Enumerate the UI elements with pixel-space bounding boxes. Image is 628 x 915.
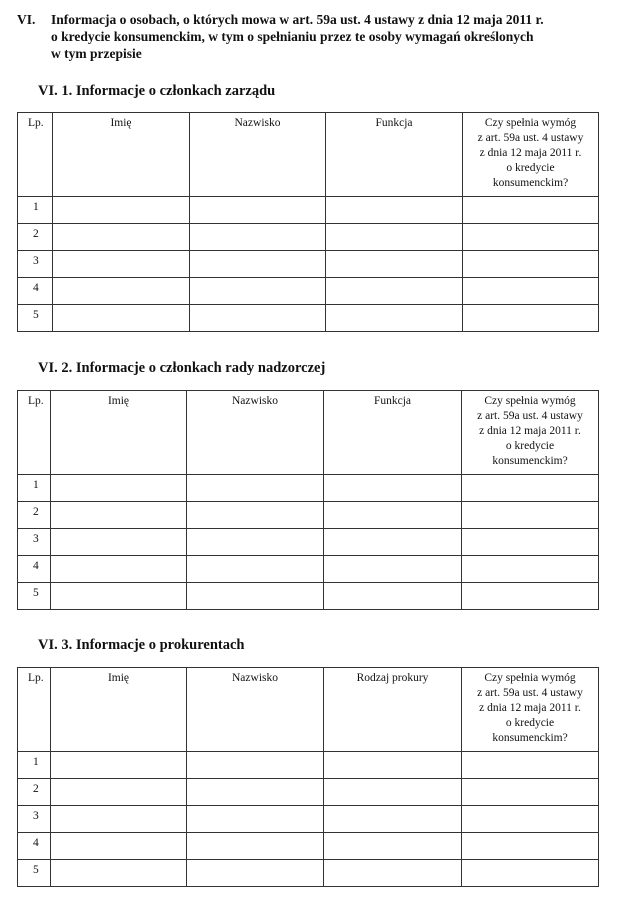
cell-last-name[interactable] xyxy=(190,305,326,332)
section-title-board: VI. 1. Informacje o członkach zarządu xyxy=(38,83,276,99)
col-lp: Lp. xyxy=(18,391,51,475)
row-number: 5 xyxy=(18,305,53,332)
col-requirement: Czy spełnia wymóg z art. 59a ust. 4 ustawy z dnia 12 maja 2011 r. o kredycie konsumenckim? xyxy=(463,113,599,197)
col-last-name: Nazwisko xyxy=(190,113,326,197)
cell-function[interactable] xyxy=(326,305,463,332)
cell-first-name[interactable] xyxy=(53,305,190,332)
table-row xyxy=(18,529,599,556)
col-lp: Lp. xyxy=(18,113,53,197)
cell-first-name[interactable] xyxy=(51,583,187,610)
cell-function[interactable] xyxy=(324,556,462,583)
cell-last-name[interactable] xyxy=(187,529,324,556)
cell-requirement[interactable] xyxy=(462,475,599,502)
section-title-proxies: VI. 3. Informacje o prokurentach xyxy=(38,637,245,653)
row-number: 2 xyxy=(18,224,53,251)
cell-first-name[interactable] xyxy=(51,529,187,556)
col-proxy-type: Rodzaj prokury xyxy=(324,668,462,752)
table-row xyxy=(18,752,599,779)
cell-proxy-type[interactable] xyxy=(324,833,462,860)
table-row xyxy=(18,806,599,833)
cell-requirement[interactable] xyxy=(462,502,599,529)
col-first-name: Imię xyxy=(53,113,190,197)
cell-requirement[interactable] xyxy=(462,806,599,833)
cell-requirement[interactable] xyxy=(462,860,599,887)
cell-last-name[interactable] xyxy=(187,833,324,860)
main-heading xyxy=(17,11,617,62)
cell-requirement[interactable] xyxy=(463,278,599,305)
cell-requirement[interactable] xyxy=(462,583,599,610)
row-number: 5 xyxy=(18,860,51,887)
cell-proxy-type[interactable] xyxy=(324,806,462,833)
cell-last-name[interactable] xyxy=(187,806,324,833)
col-lp: Lp. xyxy=(18,668,51,752)
cell-requirement[interactable] xyxy=(463,251,599,278)
table-row xyxy=(18,475,599,502)
table-row xyxy=(18,556,599,583)
col-last-name: Nazwisko xyxy=(187,668,324,752)
table-row xyxy=(18,197,599,224)
row-number: 3 xyxy=(18,529,51,556)
cell-function[interactable] xyxy=(326,197,463,224)
col-last-name: Nazwisko xyxy=(187,391,324,475)
cell-requirement[interactable] xyxy=(462,779,599,806)
cell-first-name[interactable] xyxy=(53,197,190,224)
cell-last-name[interactable] xyxy=(187,752,324,779)
table-board-members xyxy=(17,112,599,332)
cell-proxy-type[interactable] xyxy=(324,752,462,779)
col-first-name: Imię xyxy=(51,391,187,475)
row-number: 1 xyxy=(18,475,51,502)
cell-first-name[interactable] xyxy=(51,833,187,860)
row-number: 2 xyxy=(18,779,51,806)
cell-function[interactable] xyxy=(324,502,462,529)
table-row xyxy=(18,583,599,610)
cell-function[interactable] xyxy=(326,251,463,278)
cell-first-name[interactable] xyxy=(51,502,187,529)
cell-first-name[interactable] xyxy=(51,806,187,833)
row-number: 1 xyxy=(18,752,51,779)
table-row xyxy=(18,779,599,806)
cell-requirement[interactable] xyxy=(463,224,599,251)
row-number: 4 xyxy=(18,556,51,583)
row-number: 3 xyxy=(18,251,53,278)
row-number: 4 xyxy=(18,833,51,860)
cell-function[interactable] xyxy=(324,583,462,610)
row-number: 1 xyxy=(18,197,53,224)
heading-number: VI. xyxy=(17,12,36,27)
cell-last-name[interactable] xyxy=(187,556,324,583)
cell-first-name[interactable] xyxy=(53,278,190,305)
cell-proxy-type[interactable] xyxy=(324,860,462,887)
cell-requirement[interactable] xyxy=(462,752,599,779)
cell-last-name[interactable] xyxy=(190,224,326,251)
cell-last-name[interactable] xyxy=(187,860,324,887)
table-header-row xyxy=(18,668,599,752)
cell-last-name[interactable] xyxy=(187,475,324,502)
col-first-name: Imię xyxy=(51,668,187,752)
section-title-supervisory-board: VI. 2. Informacje o członkach rady nadzorczej xyxy=(38,360,326,376)
table-proxies xyxy=(17,667,599,887)
row-number: 5 xyxy=(18,583,51,610)
cell-requirement[interactable] xyxy=(463,197,599,224)
col-function: Funkcja xyxy=(326,113,463,197)
col-requirement: Czy spełnia wymóg z art. 59a ust. 4 ustawy z dnia 12 maja 2011 r. o kredycie konsumenckim? xyxy=(462,391,599,475)
cell-requirement[interactable] xyxy=(462,556,599,583)
col-function: Funkcja xyxy=(324,391,462,475)
table-row xyxy=(18,833,599,860)
table-row xyxy=(18,278,599,305)
cell-first-name[interactable] xyxy=(51,556,187,583)
col-requirement: Czy spełnia wymóg z art. 59a ust. 4 ustawy z dnia 12 maja 2011 r. o kredycie konsumenckim? xyxy=(462,668,599,752)
cell-first-name[interactable] xyxy=(51,779,187,806)
table-header-row xyxy=(18,113,599,197)
cell-requirement[interactable] xyxy=(462,833,599,860)
row-number: 3 xyxy=(18,806,51,833)
table-header-row xyxy=(18,391,599,475)
cell-last-name[interactable] xyxy=(190,197,326,224)
heading-text: Informacja o osobach, o których mowa w art. 59a ust. 4 ustawy z dnia 12 maja 2011 r. o kredycie konsumenckim, w tym o spełnianiu przez te osoby wymagań określonych w tym przepisie xyxy=(51,12,544,61)
cell-requirement[interactable] xyxy=(463,305,599,332)
cell-first-name[interactable] xyxy=(51,860,187,887)
cell-first-name[interactable] xyxy=(51,752,187,779)
cell-function[interactable] xyxy=(326,224,463,251)
cell-last-name[interactable] xyxy=(190,251,326,278)
table-row xyxy=(18,251,599,278)
cell-proxy-type[interactable] xyxy=(324,779,462,806)
row-number: 4 xyxy=(18,278,53,305)
cell-last-name[interactable] xyxy=(187,583,324,610)
table-row xyxy=(18,224,599,251)
cell-last-name[interactable] xyxy=(187,502,324,529)
table-row xyxy=(18,502,599,529)
table-supervisory-board xyxy=(17,390,599,610)
row-number: 2 xyxy=(18,502,51,529)
cell-first-name[interactable] xyxy=(53,251,190,278)
cell-function[interactable] xyxy=(324,475,462,502)
cell-last-name[interactable] xyxy=(190,278,326,305)
cell-function[interactable] xyxy=(326,278,463,305)
cell-first-name[interactable] xyxy=(51,475,187,502)
cell-function[interactable] xyxy=(324,529,462,556)
table-row xyxy=(18,305,599,332)
cell-last-name[interactable] xyxy=(187,779,324,806)
cell-first-name[interactable] xyxy=(53,224,190,251)
table-row xyxy=(18,860,599,887)
cell-requirement[interactable] xyxy=(462,529,599,556)
